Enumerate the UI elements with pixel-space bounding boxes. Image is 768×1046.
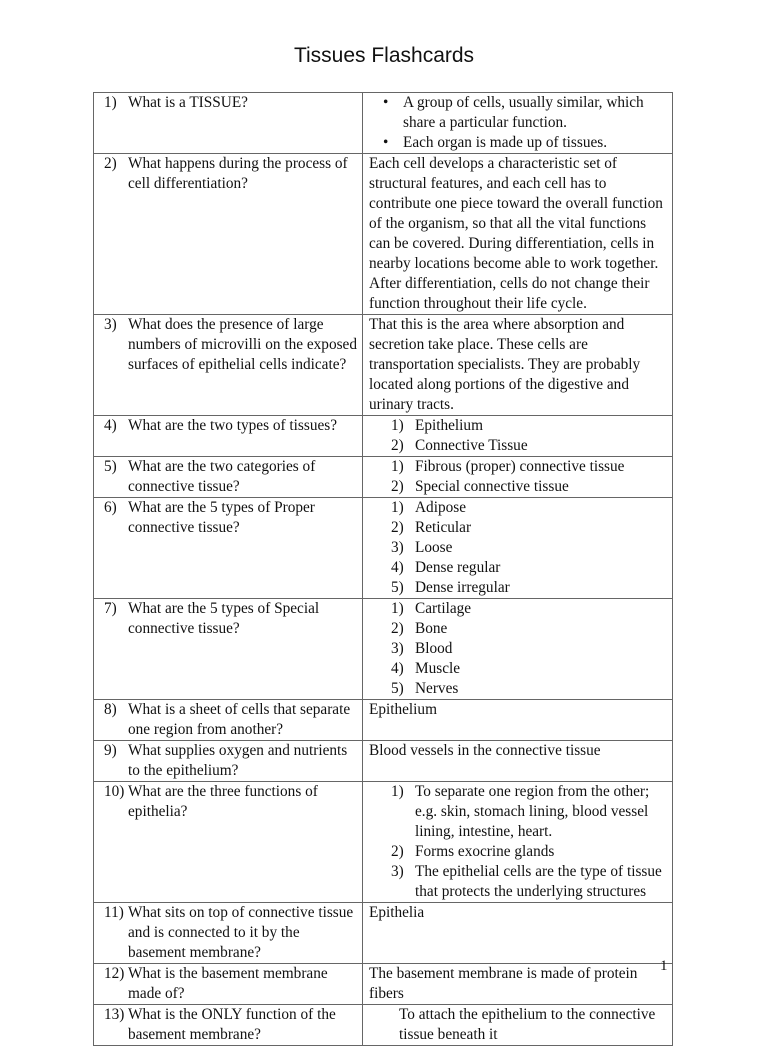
answer-text: The basement membrane is made of protein fibers (369, 965, 638, 1002)
flashcard-row (94, 416, 673, 457)
question-number: 6) (104, 499, 117, 516)
list-number: 3) (391, 640, 404, 657)
flashcard-row (94, 903, 673, 964)
document-title: Tissues Flashcards (293, 44, 475, 67)
list-number: 2) (391, 437, 404, 454)
list-text: Special connective tissue (415, 478, 569, 495)
question-cell (94, 416, 363, 457)
question-number: 9) (104, 742, 117, 759)
list-number: 2) (391, 843, 404, 860)
list-text: Forms exocrine glands (415, 843, 555, 860)
question-cell (94, 154, 363, 315)
answer-text: Blood vessels in the connective tissue (369, 742, 601, 759)
question-text: What are the three functions of epithelia? (128, 783, 318, 820)
list-number: 3) (391, 539, 404, 556)
list-number: 4) (391, 660, 404, 677)
answer-list-item (369, 477, 668, 497)
list-number: 1) (391, 458, 404, 475)
flashcard-row (94, 741, 673, 782)
answer-cell (363, 93, 673, 154)
answer-list-item (369, 862, 668, 902)
question-cell (94, 782, 363, 903)
answer-cell (363, 154, 673, 315)
question-text: What are the 5 types of Proper connective tissue? (128, 499, 315, 536)
question-number: 5) (104, 458, 117, 475)
answer-list-item (369, 599, 668, 619)
answer-text: Epithelium (369, 701, 437, 718)
question-text: What happens during the process of cell differentiation? (128, 155, 348, 192)
answer-bullet (369, 93, 668, 133)
question-text: What are the 5 types of Special connective tissue? (128, 600, 320, 637)
list-text: Epithelium (415, 417, 483, 434)
list-text: Bone (415, 620, 448, 637)
bullet-icon: • (383, 134, 389, 151)
flashcard-row (94, 782, 673, 903)
question-number: 13) (104, 1006, 125, 1023)
answer-list-item (369, 498, 668, 518)
question-cell (94, 315, 363, 416)
question-text: What supplies oxygen and nutrients to the epithelium? (128, 742, 348, 779)
answer-list-item (369, 538, 668, 558)
answer-list-item (369, 679, 668, 699)
flashcard-row (94, 93, 673, 154)
question-text: What does the presence of large numbers of microvilli on the exposed surfaces of epithelial cells indicate? (128, 316, 357, 373)
question-number: 11) (104, 904, 124, 921)
question-cell (94, 700, 363, 741)
answer-list-item (369, 782, 668, 842)
answer-list-item (369, 842, 668, 862)
list-text: Reticular (415, 519, 472, 536)
answer-cell (363, 1005, 673, 1046)
answer-list-item (369, 518, 668, 538)
answer-text: Each cell develops a characteristic set of structural features, and each cell has to contribute one piece toward the overall function of the organism, so that all the vital functions can be covered. During differentiation, cells in nearby locations become able to work together. After differentiation, cells do not change their function throughout their life cycle. (369, 155, 663, 312)
answer-list-item (369, 639, 668, 659)
list-number: 5) (391, 680, 404, 697)
answer-list-item (369, 457, 668, 477)
question-cell (94, 741, 363, 782)
answer-cell (363, 964, 673, 1005)
question-number: 3) (104, 316, 117, 333)
flashcard-row (94, 498, 673, 599)
question-text: What are the two categories of connective tissue? (128, 458, 316, 495)
answer-cell (363, 782, 673, 903)
flashcard-row (94, 700, 673, 741)
bullet-icon: • (383, 94, 389, 111)
list-text: Blood (415, 640, 453, 657)
question-cell (94, 457, 363, 498)
question-number: 10) (104, 783, 125, 800)
question-cell (94, 903, 363, 964)
flashcard-row (94, 457, 673, 498)
answer-list-item (369, 619, 668, 639)
question-cell (94, 964, 363, 1005)
flashcard-row (94, 154, 673, 315)
list-number: 4) (391, 559, 404, 576)
list-number: 2) (391, 519, 404, 536)
answer-bullet (369, 133, 668, 153)
question-cell (94, 93, 363, 154)
page-number: 1 (660, 958, 668, 974)
list-text: Connective Tissue (415, 437, 528, 454)
answer-list-item (369, 578, 668, 598)
list-number: 2) (391, 478, 404, 495)
list-text: Dense regular (415, 559, 501, 576)
answer-list-item (369, 436, 668, 456)
answer-list-item (369, 659, 668, 679)
question-number: 2) (104, 155, 117, 172)
list-number: 5) (391, 579, 404, 596)
question-text: What are the two types of tissues? (128, 417, 337, 434)
list-number: 1) (391, 499, 404, 516)
answer-cell (363, 599, 673, 700)
question-text: What sits on top of connective tissue and is connected to it by the basement membrane? (128, 904, 354, 961)
question-cell (94, 599, 363, 700)
list-text: Adipose (415, 499, 466, 516)
list-number: 1) (391, 600, 404, 617)
question-number: 7) (104, 600, 117, 617)
answer-cell (363, 315, 673, 416)
question-text: What is the ONLY function of the basement membrane? (128, 1006, 336, 1043)
question-number: 8) (104, 701, 117, 718)
bullet-text: Each organ is made up of tissues. (403, 134, 608, 151)
list-text: Muscle (415, 660, 461, 677)
list-number: 3) (391, 863, 404, 880)
question-text: What is a TISSUE? (128, 94, 248, 111)
list-text: Fibrous (proper) connective tissue (415, 458, 625, 475)
list-text: To separate one region from the other; e.g. skin, stomach lining, blood vessel lining, intestine, heart. (415, 783, 650, 840)
question-text: What is the basement membrane made of? (128, 965, 328, 1002)
flashcard-row (94, 964, 673, 1005)
answer-cell (363, 457, 673, 498)
question-number: 12) (104, 965, 125, 982)
answer-list-item (369, 416, 668, 436)
flashcard-row (94, 1005, 673, 1046)
list-text: Nerves (415, 680, 459, 697)
list-text: Dense irregular (415, 579, 510, 596)
answer-cell (363, 416, 673, 457)
answer-cell (363, 741, 673, 782)
answer-list-item (369, 558, 668, 578)
flashcard-table (93, 92, 673, 1046)
flashcard-row (94, 315, 673, 416)
answer-cell (363, 903, 673, 964)
list-number: 1) (391, 783, 404, 800)
list-text: Cartilage (415, 600, 472, 617)
question-text: What is a sheet of cells that separate one region from another? (128, 701, 351, 738)
list-number: 2) (391, 620, 404, 637)
question-cell (94, 498, 363, 599)
answer-text: Epithelia (369, 904, 425, 921)
answer-text: To attach the epithelium to the connective tissue beneath it (399, 1006, 656, 1043)
question-number: 1) (104, 94, 117, 111)
bullet-text: A group of cells, usually similar, which share a particular function. (403, 94, 644, 131)
answer-cell (363, 700, 673, 741)
list-text: The epithelial cells are the type of tissue that protects the underlying structures (415, 863, 662, 900)
answer-text: That this is the area where absorption and secretion take place. These cells are transportation specialists. They are probably located along portions of the digestive and urinary tracts. (369, 316, 641, 413)
question-cell (94, 1005, 363, 1046)
flashcard-row (94, 599, 673, 700)
list-text: Loose (415, 539, 453, 556)
question-number: 4) (104, 417, 117, 434)
list-number: 1) (391, 417, 404, 434)
answer-cell (363, 498, 673, 599)
